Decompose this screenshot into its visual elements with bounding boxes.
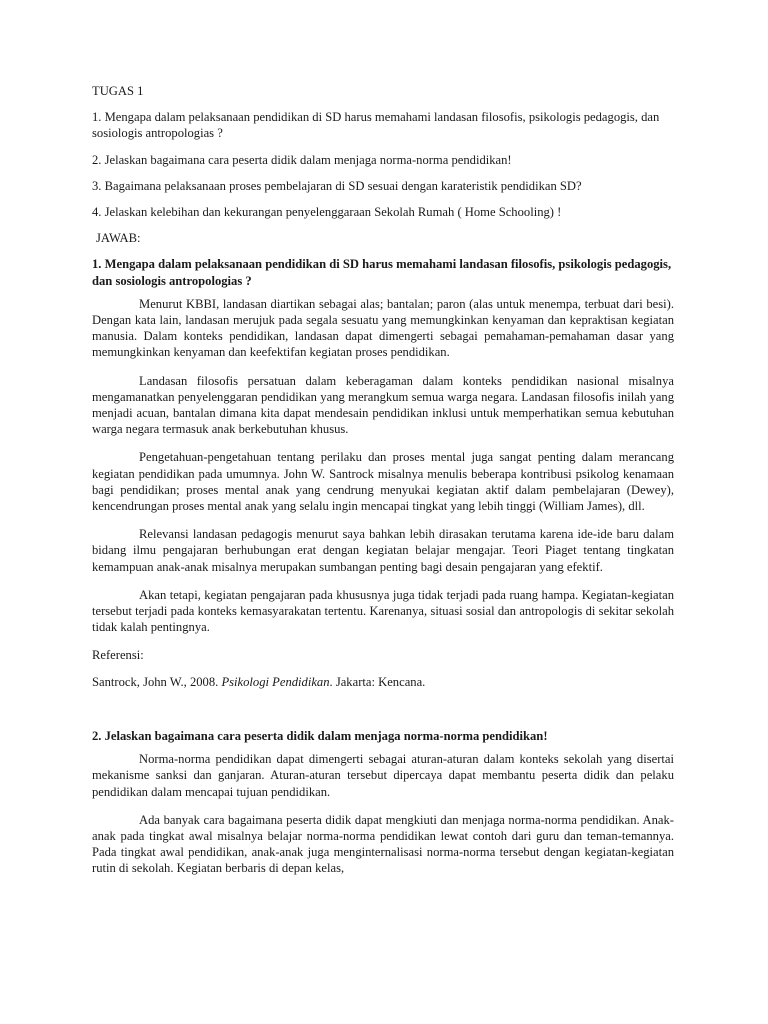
section-2-paragraph-1: Norma-norma pendidikan dapat dimengerti sebagai aturan-aturan dalam konteks sekolah yang disertai mekanisme sanksi dan ganjaran. Aturan-aturan tersebut dipercaya dapat membantu peserta didik dan pelaku pendidikan dalam mencapai tujuan pendidikan.	[92, 752, 674, 799]
document-page	[92, 83, 674, 889]
section-2-paragraph-2: Ada banyak cara bagaimana peserta didik dapat mengkiuti dan menjaga norma-norma pendidikan. Anak-anak pada tingkat awal misalnya belajar norma-norma pendidikan lewat contoh dari guru dan teman-temannya. Pada tingkat awal pendidikan, anak-anak juga menginternalisasi norma-norma tersebut dengan kegiatan-kegiatan rutin di sekolah. Kegiatan berbaris di depan kelas,	[92, 812, 674, 876]
document-title: TUGAS 1	[92, 84, 144, 98]
section-1-paragraph-5: Akan tetapi, kegiatan pengajaran pada khususnya juga tidak terjadi pada ruang hampa. Kegiatan-kegiatan tersebut terjadi pada konteks kemasyarakatan tertentu. Karenanya, situasi sosial dan antropologis di sekitar sekolah tidak kalah pentingnya.	[92, 587, 674, 635]
section-1-paragraph-3: Pengetahuan-pengetahuan tentang perilaku dan proses mental juga sangat penting dalam merancang kegiatan pendidikan pada umumnya. John W. Santrock misalnya menulis beberapa kontribusi psikolog kenamaan bagi pendidikan; proses mental anak yang cendrung menyukai kegiatan aktif dalam pembelajaran (Dewey), kencendrungan proses mental anak yang selalu ingin mencapai tingkat yang lebih tinggi (William James), dll.	[92, 450, 674, 514]
referensi-label: Referensi:	[92, 648, 144, 663]
reference-publisher: . Jakarta: Kencana.	[329, 674, 426, 689]
section-1-paragraph-2: Landasan filosofis persatuan dalam keberagaman dalam konteks pendidikan nasional misalnya mengamanatkan penyelenggaran pendidikan yang merangkum semua warga negara. Landasan filosofis inilah yang menjadi acuan, bantalan dimana kita dapat mendesain pendidikan inklusi untuk memperhatikan semua kebutuhan warga negara termasuk anak berkebutuhan khusus.	[92, 373, 674, 437]
section-1-heading: 1. Mengapa dalam pelaksanaan pendidikan di SD harus memahami landasan filosofis, psikologis pedagogis, dan sosiologis antropologias ?	[92, 257, 672, 288]
reference-author: Santrock, John W., 2008.	[92, 674, 222, 689]
question-3: 3. Bagaimana pelaksanaan proses pembelajaran di SD sesuai dengan karateristik pendidikan SD?	[92, 178, 582, 193]
question-1: 1. Mengapa dalam pelaksanaan pendidikan di SD harus memahami landasan filosofis, psikologis pedagogis, dan sosiologis antropologias ?	[92, 110, 660, 141]
jawab-label: JAWAB:	[96, 231, 141, 246]
section-1-paragraph-4: Relevansi landasan pedagogis menurut saya bahkan lebih dirasakan terutama karena ide-ide baru dalam bidang ilmu pengajaran berhubungan erat dengan kegiatan belajar mengajar. Teori Piaget tentang tingkatan kemampuan anak-anak misalnya merupakan sumbangan penting bagi desain pengajaran yang efektif.	[92, 527, 674, 574]
section-2-heading: 2. Jelaskan bagaimana cara peserta didik dalam menjaga norma-norma pendidikan!	[92, 728, 548, 743]
question-2: 2. Jelaskan bagaimana cara peserta didik dalam menjaga norma-norma pendidikan!	[92, 152, 512, 167]
question-4: 4. Jelaskan kelebihan dan kekurangan penyelenggaraan Sekolah Rumah ( Home Schooling) !	[92, 205, 562, 220]
section-1-paragraph-1: Menurut KBBI, landasan diartikan sebagai alas; bantalan; paron (alas untuk menempa, terbuat dari besi). Dengan kata lain, landasan merujuk pada segala sesuatu yang memungkinkan kenyaman dan kepraktisan kegiatan manusia. Dalam konteks pendidikan, landasan dapat dimengerti sebagai pemahaman-pemahaman dasar yang memungkinkan kenyaman dan keefektifan kegiatan proses pendidikan.	[92, 296, 674, 360]
reference-book-title: Psikologi Pendidikan	[221, 674, 330, 689]
reference-entry	[92, 674, 674, 690]
